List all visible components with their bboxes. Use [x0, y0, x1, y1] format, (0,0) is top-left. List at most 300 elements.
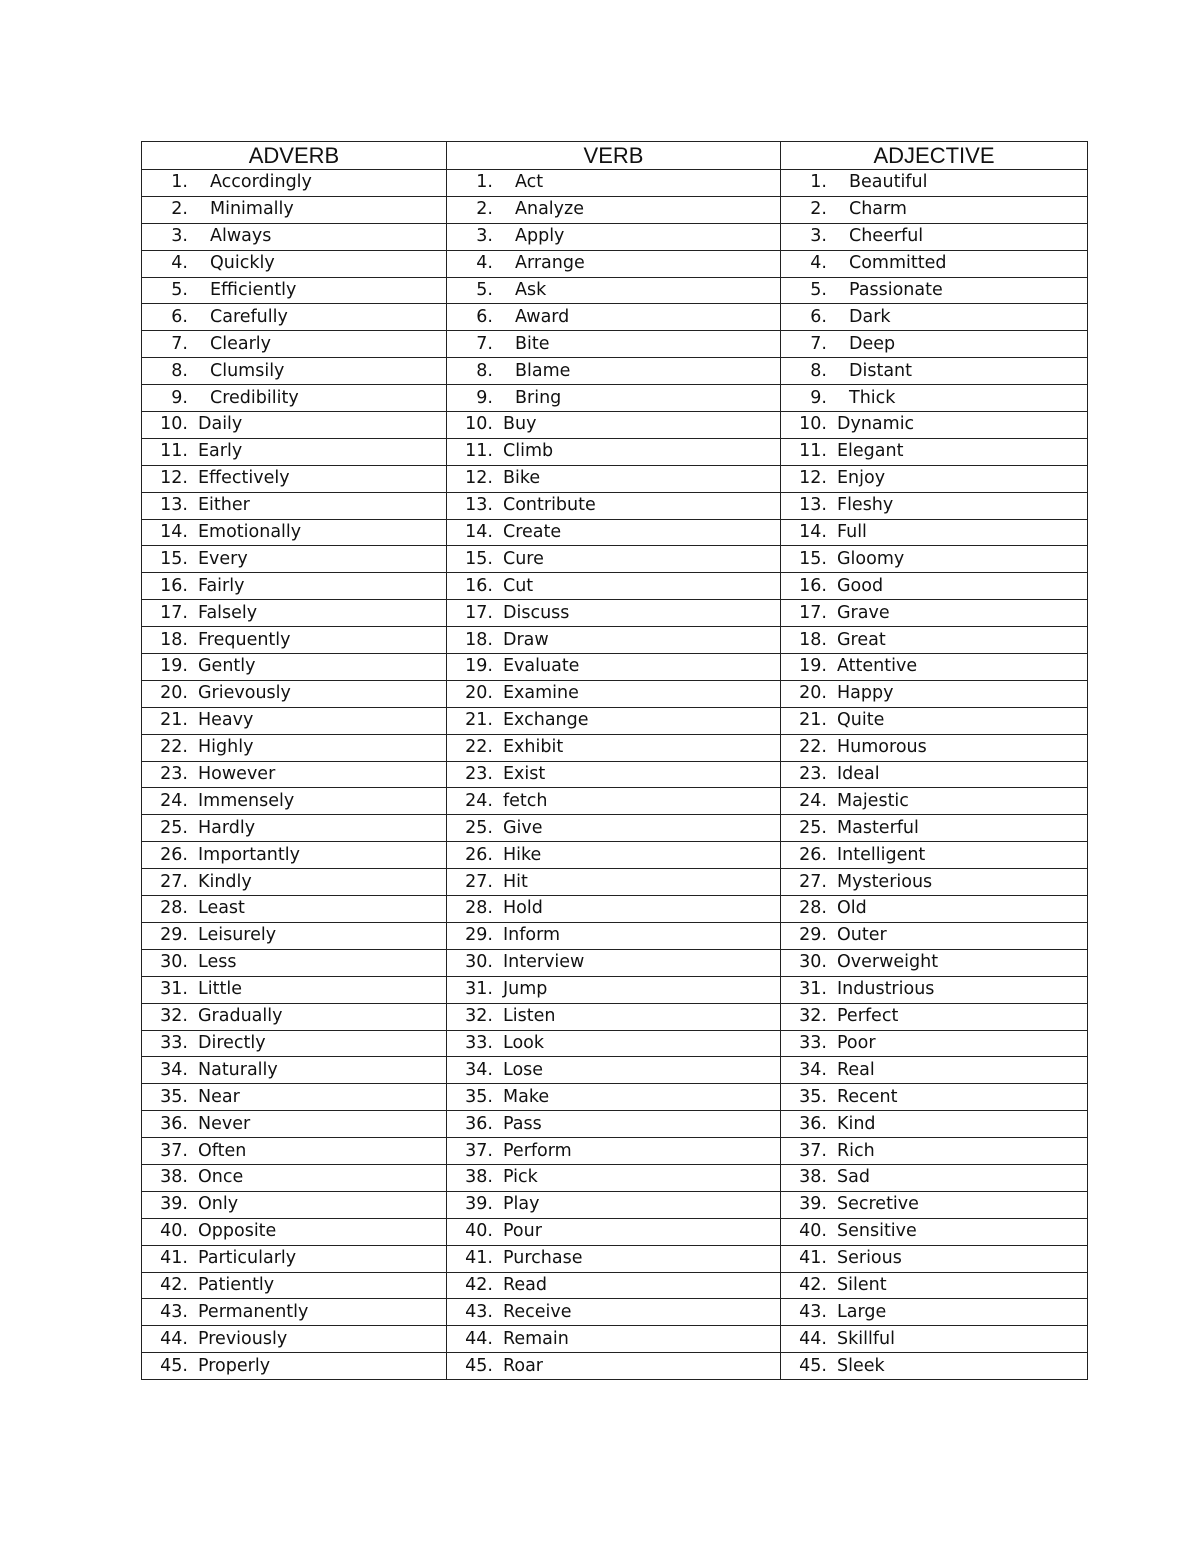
verb-cell	[447, 842, 781, 869]
verb-word: Hold	[503, 898, 543, 919]
adverb-word: Patiently	[198, 1274, 275, 1295]
adjective-cell	[781, 680, 1088, 707]
verb-cell	[447, 869, 781, 896]
item-number: 30.	[465, 952, 493, 973]
item-number: 28.	[160, 898, 188, 919]
adjective-word: Thick	[849, 387, 896, 408]
adjective-word: Fleshy	[837, 495, 894, 516]
item-number: 23.	[160, 764, 188, 785]
adverb-cell	[142, 1191, 447, 1218]
adverb-word: Every	[198, 548, 248, 569]
verb-cell	[447, 170, 781, 197]
adjective-word: Perfect	[837, 1006, 899, 1027]
verb-cell	[447, 600, 781, 627]
item-number: 30.	[160, 952, 188, 973]
adjective-cell	[781, 1111, 1088, 1138]
adjective-cell	[781, 600, 1088, 627]
adjective-cell	[781, 1326, 1088, 1353]
verb-cell	[447, 627, 781, 654]
adjective-cell	[781, 1084, 1088, 1111]
item-number: 37.	[160, 1140, 188, 1161]
adjective-cell	[781, 492, 1088, 519]
table-row	[142, 1299, 1088, 1326]
item-number: 36.	[465, 1113, 493, 1134]
item-number: 35.	[799, 1086, 827, 1107]
verb-cell	[447, 438, 781, 465]
verb-cell	[447, 1030, 781, 1057]
verb-cell	[447, 304, 781, 331]
adjective-word: Poor	[837, 1032, 876, 1053]
adverb-word: Little	[198, 979, 242, 1000]
item-number: 1.	[171, 172, 188, 193]
verb-cell	[447, 734, 781, 761]
table-row	[142, 223, 1088, 250]
adverb-word: Early	[198, 441, 243, 462]
adjective-word: Sensitive	[837, 1221, 917, 1242]
adjective-cell	[781, 358, 1088, 385]
adjective-word: Skillful	[837, 1328, 895, 1349]
item-number: 22.	[160, 737, 188, 758]
verb-cell	[447, 519, 781, 546]
table-row	[142, 358, 1088, 385]
item-number: 29.	[160, 925, 188, 946]
verb-cell	[447, 196, 781, 223]
adverb-word: Grievously	[198, 683, 291, 704]
adverb-word: Either	[198, 495, 250, 516]
item-number: 4.	[171, 253, 188, 274]
verb-word: fetch	[503, 790, 548, 811]
item-number: 44.	[465, 1328, 493, 1349]
adverb-cell	[142, 922, 447, 949]
table-row	[142, 869, 1088, 896]
adjective-word: Dynamic	[837, 414, 915, 435]
verb-cell	[447, 896, 781, 923]
verb-word: Look	[503, 1032, 544, 1053]
adjective-cell	[781, 869, 1088, 896]
adverb-word: Carefully	[210, 306, 288, 327]
item-number: 42.	[465, 1274, 493, 1295]
item-number: 17.	[465, 602, 493, 623]
verb-word: Read	[503, 1274, 547, 1295]
adjective-cell	[781, 438, 1088, 465]
item-number: 20.	[465, 683, 493, 704]
adjective-word: Large	[837, 1301, 887, 1322]
item-number: 2.	[810, 199, 827, 220]
adverb-cell	[142, 1218, 447, 1245]
table-row	[142, 385, 1088, 412]
item-number: 10.	[465, 414, 493, 435]
adverb-cell	[142, 842, 447, 869]
item-number: 37.	[799, 1140, 827, 1161]
item-number: 22.	[799, 737, 827, 758]
verb-cell	[447, 1057, 781, 1084]
adverb-word: Less	[198, 952, 237, 973]
adverb-cell	[142, 600, 447, 627]
adjective-cell	[781, 1272, 1088, 1299]
adjective-word: Deep	[849, 333, 896, 354]
adverb-word: Permanently	[198, 1301, 309, 1322]
adjective-word: Kind	[837, 1113, 876, 1134]
adjective-cell	[781, 922, 1088, 949]
table-row	[142, 707, 1088, 734]
item-number: 2.	[171, 199, 188, 220]
adverb-word: Highly	[198, 737, 254, 758]
verb-word: Make	[503, 1086, 550, 1107]
adverb-cell	[142, 627, 447, 654]
table-row	[142, 519, 1088, 546]
adjective-word: Gloomy	[837, 548, 905, 569]
adjective-word: Ideal	[837, 764, 880, 785]
adjective-cell	[781, 223, 1088, 250]
verb-word: Discuss	[503, 602, 570, 623]
adverb-cell	[142, 949, 447, 976]
verb-cell	[447, 1164, 781, 1191]
adverb-cell	[142, 412, 447, 439]
adverb-cell	[142, 223, 447, 250]
table-row	[142, 492, 1088, 519]
adjective-cell	[781, 1245, 1088, 1272]
verb-word: Play	[503, 1194, 540, 1215]
adverb-cell	[142, 250, 447, 277]
adjective-cell	[781, 1218, 1088, 1245]
adverb-word: Gently	[198, 656, 256, 677]
adverb-word: However	[198, 764, 276, 785]
adverb-cell	[142, 1138, 447, 1165]
verb-cell	[447, 546, 781, 573]
item-number: 42.	[160, 1274, 188, 1295]
verb-cell	[447, 815, 781, 842]
adverb-cell	[142, 438, 447, 465]
verb-word: Bring	[515, 387, 562, 408]
adjective-word: Happy	[837, 683, 894, 704]
adjective-cell	[781, 1299, 1088, 1326]
verb-cell	[447, 1084, 781, 1111]
adverb-cell	[142, 277, 447, 304]
table-row	[142, 815, 1088, 842]
item-number: 9.	[476, 387, 493, 408]
item-number: 16.	[160, 575, 188, 596]
table-row	[142, 680, 1088, 707]
verb-word: Contribute	[503, 495, 596, 516]
item-number: 7.	[810, 333, 827, 354]
adjective-word: Old	[837, 898, 867, 919]
adjective-cell	[781, 896, 1088, 923]
verb-word: Draw	[503, 629, 549, 650]
table-row	[142, 842, 1088, 869]
item-number: 24.	[465, 790, 493, 811]
item-number: 20.	[160, 683, 188, 704]
adverb-word: Always	[210, 226, 272, 247]
adjective-word: Majestic	[837, 790, 909, 811]
adjective-word: Quite	[837, 710, 885, 731]
verb-word: Pick	[503, 1167, 538, 1188]
item-number: 32.	[160, 1006, 188, 1027]
adjective-cell	[781, 519, 1088, 546]
adverb-cell	[142, 358, 447, 385]
adverb-cell	[142, 1326, 447, 1353]
verb-cell	[447, 654, 781, 681]
item-number: 12.	[160, 468, 188, 489]
table-row	[142, 170, 1088, 197]
adjective-word: Intelligent	[837, 844, 926, 865]
adjective-cell	[781, 1353, 1088, 1380]
item-number: 40.	[160, 1221, 188, 1242]
adverb-word: Leisurely	[198, 925, 277, 946]
item-number: 39.	[160, 1194, 188, 1215]
adverb-cell	[142, 1272, 447, 1299]
verb-cell	[447, 1353, 781, 1380]
verb-cell	[447, 1191, 781, 1218]
item-number: 1.	[810, 172, 827, 193]
table-row	[142, 1030, 1088, 1057]
verb-cell	[447, 1272, 781, 1299]
verb-word: Create	[503, 522, 562, 543]
item-number: 9.	[171, 387, 188, 408]
item-number: 21.	[465, 710, 493, 731]
table-row	[142, 1191, 1088, 1218]
adjective-cell	[781, 250, 1088, 277]
verb-cell	[447, 707, 781, 734]
item-number: 14.	[799, 522, 827, 543]
table-row	[142, 573, 1088, 600]
item-number: 16.	[799, 575, 827, 596]
verb-word: Ask	[515, 280, 547, 300]
item-number: 6.	[476, 306, 493, 327]
adjective-cell	[781, 815, 1088, 842]
verb-cell	[447, 1218, 781, 1245]
adverb-word: Clearly	[210, 333, 271, 354]
verb-word: Climb	[503, 441, 554, 462]
item-number: 45.	[799, 1355, 827, 1376]
table-row	[142, 1245, 1088, 1272]
item-number: 40.	[799, 1221, 827, 1242]
verb-word: Perform	[503, 1140, 572, 1161]
table-row	[142, 1326, 1088, 1353]
item-number: 13.	[160, 495, 188, 516]
adjective-word: Silent	[837, 1274, 887, 1295]
verb-word: Roar	[503, 1355, 543, 1376]
item-number: 26.	[465, 844, 493, 865]
verb-word: Exist	[503, 764, 546, 785]
adverb-word: Minimally	[210, 199, 294, 220]
item-number: 34.	[465, 1059, 493, 1080]
item-number: 25.	[799, 817, 827, 838]
adjective-cell	[781, 1164, 1088, 1191]
adverb-cell	[142, 196, 447, 223]
adverb-cell	[142, 680, 447, 707]
item-number: 33.	[160, 1032, 188, 1053]
verb-cell	[447, 331, 781, 358]
adverb-word: Effectively	[198, 468, 290, 489]
adjective-word: Recent	[837, 1086, 898, 1107]
adjective-cell	[781, 412, 1088, 439]
item-number: 18.	[799, 629, 827, 650]
table-row	[142, 1218, 1088, 1245]
item-number: 8.	[171, 360, 188, 381]
item-number: 26.	[799, 844, 827, 865]
verb-cell	[447, 412, 781, 439]
adverb-word: Opposite	[198, 1221, 277, 1242]
table-row	[142, 304, 1088, 331]
adjective-cell	[781, 1030, 1088, 1057]
verb-word: Hit	[503, 871, 528, 892]
adverb-cell	[142, 869, 447, 896]
adverb-word: Once	[198, 1167, 244, 1188]
table-row	[142, 896, 1088, 923]
verb-word: Arrange	[515, 253, 585, 274]
adjective-word: Secretive	[837, 1194, 919, 1215]
adjective-cell	[781, 546, 1088, 573]
adverb-word: Importantly	[198, 844, 300, 865]
verb-word: Cure	[503, 548, 544, 569]
table-row	[142, 1057, 1088, 1084]
item-number: 34.	[160, 1059, 188, 1080]
item-number: 7.	[171, 333, 188, 354]
verb-word: Remain	[503, 1328, 569, 1349]
adjective-word: Distant	[849, 360, 912, 381]
item-number: 17.	[160, 602, 188, 623]
adverb-cell	[142, 170, 447, 197]
item-number: 42.	[799, 1274, 827, 1295]
adjective-cell	[781, 465, 1088, 492]
item-number: 13.	[465, 495, 493, 516]
adjective-word: Charm	[849, 199, 907, 220]
table-row	[142, 1353, 1088, 1380]
adjective-word: Grave	[837, 602, 890, 623]
item-number: 20.	[799, 683, 827, 704]
item-number: 3.	[476, 226, 493, 247]
item-number: 15.	[465, 548, 493, 569]
table-row	[142, 761, 1088, 788]
adverb-cell	[142, 1111, 447, 1138]
verb-cell	[447, 1299, 781, 1326]
adjective-cell	[781, 976, 1088, 1003]
adjective-cell	[781, 949, 1088, 976]
table-row	[142, 250, 1088, 277]
table-row	[142, 788, 1088, 815]
verb-word: Evaluate	[503, 656, 580, 677]
verb-cell	[447, 223, 781, 250]
adverb-cell	[142, 654, 447, 681]
item-number: 12.	[799, 468, 827, 489]
adjective-word: Masterful	[837, 817, 919, 838]
adverb-word: Previously	[198, 1328, 288, 1349]
adjective-cell	[781, 707, 1088, 734]
adverb-word: Directly	[198, 1032, 266, 1053]
table-row	[142, 196, 1088, 223]
item-number: 31.	[160, 979, 188, 1000]
verb-cell	[447, 277, 781, 304]
adverb-cell	[142, 976, 447, 1003]
item-number: 41.	[465, 1248, 493, 1269]
adjective-word: Attentive	[837, 656, 918, 677]
table-row	[142, 922, 1088, 949]
item-number: 3.	[171, 226, 188, 247]
adjective-cell	[781, 170, 1088, 197]
adjective-cell	[781, 277, 1088, 304]
adverb-word: Often	[198, 1140, 247, 1161]
table-row	[142, 412, 1088, 439]
item-number: 28.	[799, 898, 827, 919]
item-number: 5.	[171, 280, 188, 300]
adverb-word: Falsely	[198, 602, 258, 623]
item-number: 39.	[465, 1194, 493, 1215]
verb-cell	[447, 1003, 781, 1030]
item-number: 4.	[810, 253, 827, 274]
verb-word: Hike	[503, 844, 542, 865]
item-number: 40.	[465, 1221, 493, 1242]
item-number: 8.	[476, 360, 493, 381]
adverb-word: Kindly	[198, 871, 252, 892]
adverb-cell	[142, 1245, 447, 1272]
item-number: 6.	[171, 306, 188, 327]
item-number: 38.	[160, 1167, 188, 1188]
table-row	[142, 600, 1088, 627]
item-number: 18.	[160, 629, 188, 650]
adverb-word: Daily	[198, 414, 243, 435]
table-row	[142, 277, 1088, 304]
adjective-word: Full	[837, 522, 867, 543]
item-number: 25.	[465, 817, 493, 838]
item-number: 43.	[160, 1301, 188, 1322]
item-number: 1.	[476, 172, 493, 193]
table-row	[142, 627, 1088, 654]
item-number: 27.	[465, 871, 493, 892]
verb-cell	[447, 1111, 781, 1138]
verb-word: Pass	[503, 1113, 542, 1134]
item-number: 10.	[160, 414, 188, 435]
adjective-cell	[781, 654, 1088, 681]
table-row	[142, 1084, 1088, 1111]
adverb-cell	[142, 465, 447, 492]
item-number: 10.	[799, 414, 827, 435]
table-row	[142, 654, 1088, 681]
table-row	[142, 949, 1088, 976]
verb-word: Pour	[503, 1221, 542, 1242]
adverb-word: Never	[198, 1113, 251, 1134]
word-list-body	[142, 170, 1088, 1380]
item-number: 29.	[799, 925, 827, 946]
adverb-cell	[142, 1164, 447, 1191]
adjective-cell	[781, 1191, 1088, 1218]
item-number: 6.	[810, 306, 827, 327]
item-number: 21.	[799, 710, 827, 731]
item-number: 28.	[465, 898, 493, 919]
adverb-cell	[142, 519, 447, 546]
item-number: 35.	[160, 1086, 188, 1107]
item-number: 11.	[160, 441, 188, 462]
item-number: 27.	[799, 871, 827, 892]
verb-word: Apply	[515, 226, 565, 247]
adjective-cell	[781, 304, 1088, 331]
adjective-word: Humorous	[837, 737, 927, 758]
adverb-cell	[142, 492, 447, 519]
verb-word: Interview	[503, 952, 585, 973]
adverb-word: Gradually	[198, 1006, 283, 1027]
item-number: 19.	[465, 656, 493, 677]
item-number: 44.	[160, 1328, 188, 1349]
adverb-cell	[142, 1353, 447, 1380]
item-number: 39.	[799, 1194, 827, 1215]
verb-cell	[447, 976, 781, 1003]
adverb-cell	[142, 385, 447, 412]
table-row	[142, 465, 1088, 492]
table-row	[142, 1003, 1088, 1030]
adjective-word: Great	[837, 629, 886, 650]
adjective-word: Rich	[837, 1140, 875, 1161]
adverb-word: Accordingly	[210, 172, 312, 193]
table-row	[142, 976, 1088, 1003]
